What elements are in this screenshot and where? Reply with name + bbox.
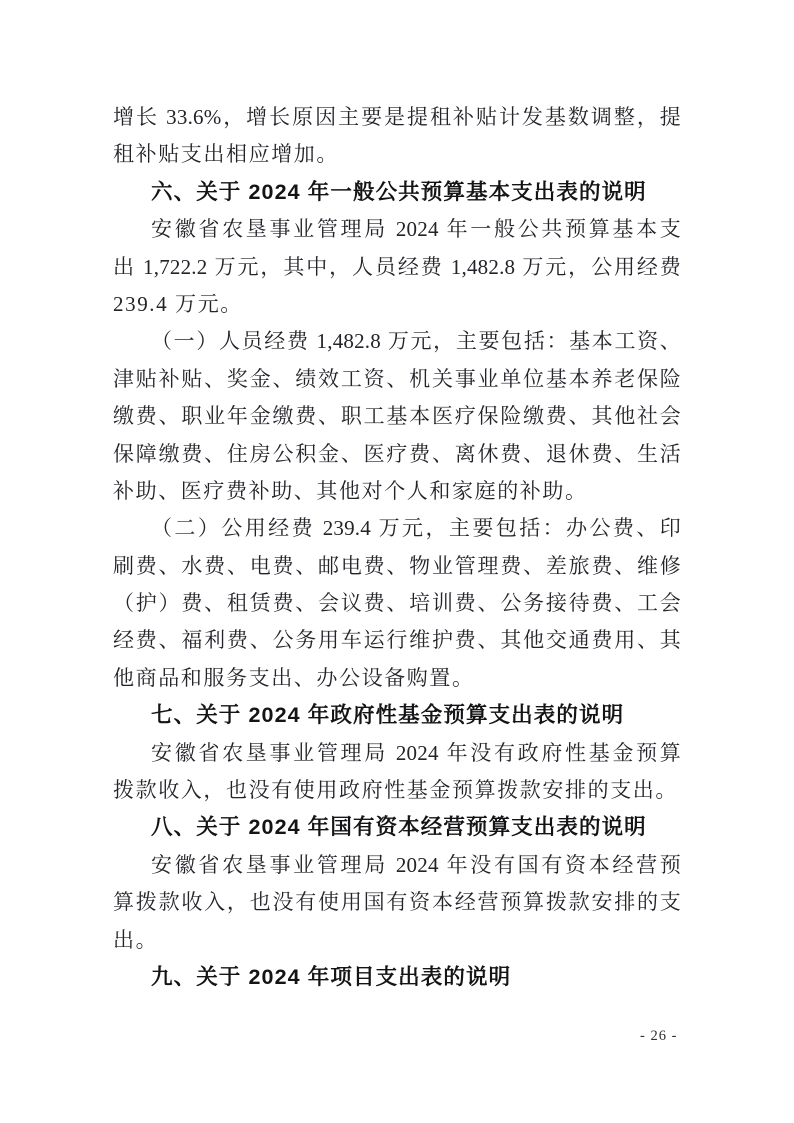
- body-line: 他商品和服务支出、办公设备购置。: [113, 665, 475, 690]
- page-number: - 26 -: [640, 1028, 678, 1044]
- body-line: 安徽省农垦事业管理局 2024 年没有政府性基金预算: [151, 740, 681, 765]
- body-line: （二）公用经费 239.4 万元，主要包括：办公费、印: [151, 516, 681, 541]
- body-line: 保障缴费、住房公积金、医疗费、离休费、退休费、生活: [113, 441, 681, 466]
- body-line: 增长 33.6%，增长原因主要是提租补贴计发基数调整，提: [113, 105, 681, 129]
- body-line: 算拨款收入，也没有使用国有资本经营预算拨款安排的支: [113, 890, 681, 915]
- section-heading: 八、关于 2024 年国有资本经营预算支出表的说明: [151, 815, 647, 840]
- body-line: 租补贴支出相应增加。: [113, 142, 339, 167]
- body-line: （护）费、租赁费、会议费、培训费、公务接待费、工会: [113, 591, 681, 616]
- body-line: 经费、福利费、公务用车运行维护费、其他交通费用、其: [113, 628, 681, 653]
- section-heading: 九、关于 2024 年项目支出表的说明: [151, 964, 512, 989]
- document-body: [113, 99, 681, 996]
- body-line: 补助、医疗费补助、其他对个人和家庭的补助。: [113, 478, 588, 503]
- body-line: 津贴补贴、奖金、绩效工资、机关事业单位基本养老保险: [113, 366, 681, 391]
- body-line: 拨款收入，也没有使用政府性基金预算拨款安排的支出。: [113, 778, 678, 803]
- body-line: 缴费、职业年金缴费、职工基本医疗保险缴费、其他社会: [113, 404, 681, 429]
- body-line: 出 1,722.2 万元，其中，人员经费 1,482.8 万元，公用经费: [113, 254, 681, 279]
- body-line: 刷费、水费、电费、邮电费、物业管理费、差旅费、维修: [113, 553, 681, 578]
- body-line: 239.4 万元。: [113, 291, 243, 316]
- body-line: 安徽省农垦事业管理局 2024 年一般公共预算基本支: [151, 217, 681, 242]
- body-line: 安徽省农垦事业管理局 2024 年没有国有资本经营预: [151, 852, 681, 877]
- body-line: 出。: [113, 927, 159, 952]
- section-heading: 七、关于 2024 年政府性基金预算支出表的说明: [151, 703, 625, 728]
- section-heading: 六、关于 2024 年一般公共预算基本支出表的说明: [151, 179, 647, 204]
- body-line: （一）人员经费 1,482.8 万元，主要包括：基本工资、: [151, 329, 681, 354]
